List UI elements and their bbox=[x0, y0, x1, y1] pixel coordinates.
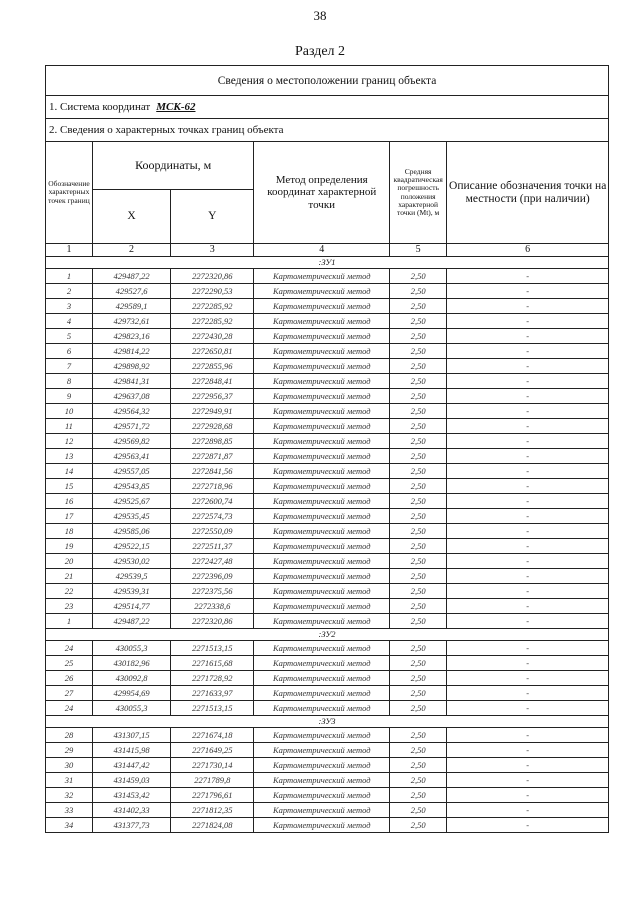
error-cell: 2,50 bbox=[390, 344, 447, 359]
method-cell: Картометрический метод bbox=[254, 419, 390, 434]
x-coordinate-cell: 429539,5 bbox=[92, 569, 170, 584]
x-coordinate-cell: 429530,02 bbox=[92, 554, 170, 569]
point-number-cell: 7 bbox=[46, 359, 93, 374]
y-coordinate-cell: 2271728,92 bbox=[171, 671, 254, 686]
table-row bbox=[46, 599, 609, 614]
table-row bbox=[46, 359, 609, 374]
table-row bbox=[46, 494, 609, 509]
y-coordinate-cell: 2272285,92 bbox=[171, 314, 254, 329]
point-number-cell: 23 bbox=[46, 599, 93, 614]
error-cell: 2,50 bbox=[390, 329, 447, 344]
y-coordinate-cell: 2272928,68 bbox=[171, 419, 254, 434]
x-coordinate-cell: 429543,85 bbox=[92, 479, 170, 494]
x-coordinate-cell: 429823,16 bbox=[92, 329, 170, 344]
description-cell: - bbox=[447, 524, 609, 539]
y-coordinate-cell: 2271513,15 bbox=[171, 641, 254, 656]
description-cell: - bbox=[447, 701, 609, 716]
error-cell: 2,50 bbox=[390, 449, 447, 464]
error-cell: 2,50 bbox=[390, 701, 447, 716]
table-row bbox=[46, 419, 609, 434]
x-coordinate-cell: 429589,1 bbox=[92, 299, 170, 314]
x-coordinate-cell: 430055,3 bbox=[92, 641, 170, 656]
x-coordinate-cell: 431402,33 bbox=[92, 803, 170, 818]
x-coordinate-cell: 429525,67 bbox=[92, 494, 170, 509]
point-number-cell: 30 bbox=[46, 758, 93, 773]
y-coordinate-cell: 2271674,18 bbox=[171, 728, 254, 743]
y-coordinate-cell: 2272600,74 bbox=[171, 494, 254, 509]
description-cell: - bbox=[447, 569, 609, 584]
table-row bbox=[46, 299, 609, 314]
header-y: Y bbox=[171, 190, 254, 244]
method-cell: Картометрический метод bbox=[254, 449, 390, 464]
header-error: Средняя квадратическая погрешность положения характерной точки (Mt), м bbox=[390, 142, 447, 244]
y-coordinate-cell: 2272550,09 bbox=[171, 524, 254, 539]
method-cell: Картометрический метод bbox=[254, 434, 390, 449]
method-cell: Картометрический метод bbox=[254, 299, 390, 314]
table-row bbox=[46, 389, 609, 404]
y-coordinate-cell: 2272574,73 bbox=[171, 509, 254, 524]
description-cell: - bbox=[447, 758, 609, 773]
x-coordinate-cell: 429563,41 bbox=[92, 449, 170, 464]
table-row bbox=[46, 464, 609, 479]
error-cell: 2,50 bbox=[390, 803, 447, 818]
y-coordinate-cell: 2271812,35 bbox=[171, 803, 254, 818]
description-cell: - bbox=[447, 686, 609, 701]
method-cell: Картометрический метод bbox=[254, 284, 390, 299]
error-cell: 2,50 bbox=[390, 479, 447, 494]
description-cell: - bbox=[447, 554, 609, 569]
point-number-cell: 9 bbox=[46, 389, 93, 404]
x-coordinate-cell: 429557,05 bbox=[92, 464, 170, 479]
error-cell: 2,50 bbox=[390, 389, 447, 404]
point-number-cell: 18 bbox=[46, 524, 93, 539]
description-cell: - bbox=[447, 389, 609, 404]
y-coordinate-cell: 2272956,37 bbox=[171, 389, 254, 404]
error-cell: 2,50 bbox=[390, 359, 447, 374]
method-cell: Картометрический метод bbox=[254, 671, 390, 686]
y-coordinate-cell: 2272338,6 bbox=[171, 599, 254, 614]
point-number-cell: 26 bbox=[46, 671, 93, 686]
y-coordinate-cell: 2272396,09 bbox=[171, 569, 254, 584]
table-row bbox=[46, 434, 609, 449]
error-cell: 2,50 bbox=[390, 284, 447, 299]
coord-system-label: 1. Система координат bbox=[49, 101, 151, 113]
error-cell: 2,50 bbox=[390, 614, 447, 629]
method-cell: Картометрический метод bbox=[254, 818, 390, 833]
table-row bbox=[46, 803, 609, 818]
error-cell: 2,50 bbox=[390, 728, 447, 743]
column-index: 2 bbox=[92, 244, 170, 257]
y-coordinate-cell: 2272949,91 bbox=[171, 404, 254, 419]
description-cell: - bbox=[447, 671, 609, 686]
point-number-cell: 19 bbox=[46, 539, 93, 554]
point-number-cell: 5 bbox=[46, 329, 93, 344]
header-coordinates: Координаты, м bbox=[92, 142, 254, 190]
x-coordinate-cell: 429527,6 bbox=[92, 284, 170, 299]
table-row bbox=[46, 641, 609, 656]
method-cell: Картометрический метод bbox=[254, 404, 390, 419]
y-coordinate-cell: 2271824,08 bbox=[171, 818, 254, 833]
x-coordinate-cell: 431459,03 bbox=[92, 773, 170, 788]
method-cell: Картометрический метод bbox=[254, 773, 390, 788]
x-coordinate-cell: 429539,31 bbox=[92, 584, 170, 599]
column-index: 4 bbox=[254, 244, 390, 257]
y-coordinate-cell: 2272320,86 bbox=[171, 269, 254, 284]
y-coordinate-cell: 2271615,68 bbox=[171, 656, 254, 671]
method-cell: Картометрический метод bbox=[254, 554, 390, 569]
x-coordinate-cell: 429841,31 bbox=[92, 374, 170, 389]
y-coordinate-cell: 2272290,53 bbox=[171, 284, 254, 299]
error-cell: 2,50 bbox=[390, 686, 447, 701]
point-number-cell: 29 bbox=[46, 743, 93, 758]
point-number-cell: 20 bbox=[46, 554, 93, 569]
description-cell: - bbox=[447, 743, 609, 758]
error-cell: 2,50 bbox=[390, 464, 447, 479]
description-cell: - bbox=[447, 449, 609, 464]
table-row bbox=[46, 818, 609, 833]
y-coordinate-cell: 2272718,96 bbox=[171, 479, 254, 494]
table-row bbox=[46, 539, 609, 554]
method-cell: Картометрический метод bbox=[254, 344, 390, 359]
method-cell: Картометрический метод bbox=[254, 329, 390, 344]
point-number-cell: 1 bbox=[46, 614, 93, 629]
table-row bbox=[46, 509, 609, 524]
y-coordinate-cell: 2272848,41 bbox=[171, 374, 254, 389]
header-point-designation: Обозначение характерных точек границ bbox=[46, 142, 93, 244]
coord-system-value: МСК-62 bbox=[156, 101, 196, 113]
y-coordinate-cell: 2272511,37 bbox=[171, 539, 254, 554]
method-cell: Картометрический метод bbox=[254, 641, 390, 656]
table-row bbox=[46, 743, 609, 758]
x-coordinate-cell: 429585,06 bbox=[92, 524, 170, 539]
method-cell: Картометрический метод bbox=[254, 599, 390, 614]
x-coordinate-cell: 429487,22 bbox=[92, 614, 170, 629]
x-coordinate-cell: 431377,73 bbox=[92, 818, 170, 833]
y-coordinate-cell: 2271796,61 bbox=[171, 788, 254, 803]
column-index: 6 bbox=[447, 244, 609, 257]
column-index: 1 bbox=[46, 244, 93, 257]
y-coordinate-cell: 2272871,87 bbox=[171, 449, 254, 464]
description-cell: - bbox=[447, 818, 609, 833]
group-header-row bbox=[46, 629, 609, 641]
point-number-cell: 34 bbox=[46, 818, 93, 833]
y-coordinate-cell: 2272285,92 bbox=[171, 299, 254, 314]
table-row bbox=[46, 773, 609, 788]
page-number: 38 bbox=[313, 8, 327, 23]
error-cell: 2,50 bbox=[390, 773, 447, 788]
point-number-cell: 15 bbox=[46, 479, 93, 494]
table-row bbox=[46, 269, 609, 284]
description-cell: - bbox=[447, 434, 609, 449]
description-cell: - bbox=[447, 359, 609, 374]
error-cell: 2,50 bbox=[390, 554, 447, 569]
header-method: Метод определения координат характерной точки bbox=[254, 142, 390, 244]
method-cell: Картометрический метод bbox=[254, 314, 390, 329]
description-cell: - bbox=[447, 656, 609, 671]
description-cell: - bbox=[447, 803, 609, 818]
point-number-cell: 6 bbox=[46, 344, 93, 359]
table-row bbox=[46, 449, 609, 464]
description-cell: - bbox=[447, 509, 609, 524]
x-coordinate-cell: 430055,3 bbox=[92, 701, 170, 716]
description-cell: - bbox=[447, 599, 609, 614]
point-number-cell: 24 bbox=[46, 641, 93, 656]
description-cell: - bbox=[447, 728, 609, 743]
error-cell: 2,50 bbox=[390, 434, 447, 449]
x-coordinate-cell: 429571,72 bbox=[92, 419, 170, 434]
x-coordinate-cell: 429522,15 bbox=[92, 539, 170, 554]
x-coordinate-cell: 430092,8 bbox=[92, 671, 170, 686]
description-cell: - bbox=[447, 269, 609, 284]
table-row bbox=[46, 314, 609, 329]
point-number-cell: 14 bbox=[46, 464, 93, 479]
table-row bbox=[46, 758, 609, 773]
x-coordinate-cell: 430182,96 bbox=[92, 656, 170, 671]
method-cell: Картометрический метод bbox=[254, 758, 390, 773]
method-cell: Картометрический метод bbox=[254, 389, 390, 404]
error-cell: 2,50 bbox=[390, 509, 447, 524]
error-cell: 2,50 bbox=[390, 671, 447, 686]
y-coordinate-cell: 2272855,96 bbox=[171, 359, 254, 374]
y-coordinate-cell: 2271789,8 bbox=[171, 773, 254, 788]
table-row bbox=[46, 614, 609, 629]
description-cell: - bbox=[447, 464, 609, 479]
table-row bbox=[46, 701, 609, 716]
header-x: X bbox=[92, 190, 170, 244]
description-cell: - bbox=[447, 404, 609, 419]
error-cell: 2,50 bbox=[390, 599, 447, 614]
x-coordinate-cell: 429637,08 bbox=[92, 389, 170, 404]
method-cell: Картометрический метод bbox=[254, 479, 390, 494]
method-cell: Картометрический метод bbox=[254, 494, 390, 509]
point-number-cell: 25 bbox=[46, 656, 93, 671]
table-row bbox=[46, 728, 609, 743]
point-number-cell: 32 bbox=[46, 788, 93, 803]
table-row bbox=[46, 788, 609, 803]
x-coordinate-cell: 429487,22 bbox=[92, 269, 170, 284]
point-number-cell: 11 bbox=[46, 419, 93, 434]
boundary-table bbox=[45, 65, 609, 833]
y-coordinate-cell: 2272430,28 bbox=[171, 329, 254, 344]
table-row bbox=[46, 479, 609, 494]
y-coordinate-cell: 2272650,81 bbox=[171, 344, 254, 359]
description-cell: - bbox=[447, 284, 609, 299]
table-row bbox=[46, 569, 609, 584]
error-cell: 2,50 bbox=[390, 788, 447, 803]
error-cell: 2,50 bbox=[390, 818, 447, 833]
point-number-cell: 17 bbox=[46, 509, 93, 524]
method-cell: Картометрический метод bbox=[254, 524, 390, 539]
method-cell: Картометрический метод bbox=[254, 464, 390, 479]
method-cell: Картометрический метод bbox=[254, 269, 390, 284]
column-index: 5 bbox=[390, 244, 447, 257]
description-cell: - bbox=[447, 419, 609, 434]
method-cell: Картометрический метод bbox=[254, 803, 390, 818]
point-number-cell: 33 bbox=[46, 803, 93, 818]
method-cell: Картометрический метод bbox=[254, 614, 390, 629]
x-coordinate-cell: 431447,42 bbox=[92, 758, 170, 773]
point-number-cell: 10 bbox=[46, 404, 93, 419]
point-number-cell: 13 bbox=[46, 449, 93, 464]
table-row bbox=[46, 374, 609, 389]
method-cell: Картометрический метод bbox=[254, 509, 390, 524]
group-header-row bbox=[46, 257, 609, 269]
table-row bbox=[46, 671, 609, 686]
description-cell: - bbox=[447, 329, 609, 344]
description-cell: - bbox=[447, 788, 609, 803]
points-section-label: 2. Сведения о характерных точках границ объекта bbox=[46, 119, 609, 142]
section-title: Раздел 2 bbox=[294, 44, 346, 59]
point-number-cell: 22 bbox=[46, 584, 93, 599]
point-number-cell: 24 bbox=[46, 701, 93, 716]
table-row bbox=[46, 524, 609, 539]
group-header-row bbox=[46, 716, 609, 728]
y-coordinate-cell: 2272427,48 bbox=[171, 554, 254, 569]
point-number-cell: 31 bbox=[46, 773, 93, 788]
description-cell: - bbox=[447, 374, 609, 389]
method-cell: Картометрический метод bbox=[254, 728, 390, 743]
description-cell: - bbox=[447, 584, 609, 599]
point-number-cell: 28 bbox=[46, 728, 93, 743]
x-coordinate-cell: 429898,92 bbox=[92, 359, 170, 374]
point-number-cell: 12 bbox=[46, 434, 93, 449]
error-cell: 2,50 bbox=[390, 758, 447, 773]
table-row bbox=[46, 584, 609, 599]
error-cell: 2,50 bbox=[390, 656, 447, 671]
error-cell: 2,50 bbox=[390, 524, 447, 539]
error-cell: 2,50 bbox=[390, 584, 447, 599]
y-coordinate-cell: 2271730,14 bbox=[171, 758, 254, 773]
error-cell: 2,50 bbox=[390, 743, 447, 758]
error-cell: 2,50 bbox=[390, 494, 447, 509]
description-cell: - bbox=[447, 344, 609, 359]
y-coordinate-cell: 2272898,85 bbox=[171, 434, 254, 449]
error-cell: 2,50 bbox=[390, 569, 447, 584]
y-coordinate-cell: 2271649,25 bbox=[171, 743, 254, 758]
x-coordinate-cell: 431453,42 bbox=[92, 788, 170, 803]
method-cell: Картометрический метод bbox=[254, 743, 390, 758]
point-number-cell: 4 bbox=[46, 314, 93, 329]
error-cell: 2,50 bbox=[390, 299, 447, 314]
table-row bbox=[46, 329, 609, 344]
group-name: :ЗУ1 bbox=[46, 257, 609, 269]
error-cell: 2,50 bbox=[390, 419, 447, 434]
coord-system-row bbox=[46, 96, 609, 119]
table-title: Сведения о местоположении границ объекта bbox=[46, 66, 609, 96]
table-row bbox=[46, 404, 609, 419]
error-cell: 2,50 bbox=[390, 641, 447, 656]
table-row bbox=[46, 554, 609, 569]
header-description: Описание обозначения точки на местности (при наличии) bbox=[447, 142, 609, 244]
x-coordinate-cell: 429954,69 bbox=[92, 686, 170, 701]
error-cell: 2,50 bbox=[390, 269, 447, 284]
y-coordinate-cell: 2272375,56 bbox=[171, 584, 254, 599]
point-number-cell: 27 bbox=[46, 686, 93, 701]
y-coordinate-cell: 2272320,86 bbox=[171, 614, 254, 629]
y-coordinate-cell: 2271513,15 bbox=[171, 701, 254, 716]
x-coordinate-cell: 431307,15 bbox=[92, 728, 170, 743]
x-coordinate-cell: 431415,98 bbox=[92, 743, 170, 758]
x-coordinate-cell: 429814,22 bbox=[92, 344, 170, 359]
column-index: 3 bbox=[171, 244, 254, 257]
table-row bbox=[46, 686, 609, 701]
y-coordinate-cell: 2272841,56 bbox=[171, 464, 254, 479]
description-cell: - bbox=[447, 299, 609, 314]
point-number-cell: 21 bbox=[46, 569, 93, 584]
method-cell: Картометрический метод bbox=[254, 569, 390, 584]
group-name: :ЗУ2 bbox=[46, 629, 609, 641]
method-cell: Картометрический метод bbox=[254, 686, 390, 701]
x-coordinate-cell: 429732,61 bbox=[92, 314, 170, 329]
method-cell: Картометрический метод bbox=[254, 788, 390, 803]
description-cell: - bbox=[447, 614, 609, 629]
description-cell: - bbox=[447, 494, 609, 509]
table-row bbox=[46, 344, 609, 359]
table-row bbox=[46, 284, 609, 299]
group-name: :ЗУ3 bbox=[46, 716, 609, 728]
description-cell: - bbox=[447, 773, 609, 788]
point-number-cell: 3 bbox=[46, 299, 93, 314]
description-cell: - bbox=[447, 641, 609, 656]
table-row bbox=[46, 656, 609, 671]
x-coordinate-cell: 429569,82 bbox=[92, 434, 170, 449]
error-cell: 2,50 bbox=[390, 314, 447, 329]
point-number-cell: 1 bbox=[46, 269, 93, 284]
x-coordinate-cell: 429535,45 bbox=[92, 509, 170, 524]
point-number-cell: 16 bbox=[46, 494, 93, 509]
x-coordinate-cell: 429564,32 bbox=[92, 404, 170, 419]
method-cell: Картометрический метод bbox=[254, 656, 390, 671]
method-cell: Картометрический метод bbox=[254, 701, 390, 716]
point-number-cell: 8 bbox=[46, 374, 93, 389]
error-cell: 2,50 bbox=[390, 404, 447, 419]
method-cell: Картометрический метод bbox=[254, 359, 390, 374]
y-coordinate-cell: 2271633,97 bbox=[171, 686, 254, 701]
x-coordinate-cell: 429514,77 bbox=[92, 599, 170, 614]
error-cell: 2,50 bbox=[390, 539, 447, 554]
method-cell: Картометрический метод bbox=[254, 374, 390, 389]
description-cell: - bbox=[447, 314, 609, 329]
method-cell: Картометрический метод bbox=[254, 584, 390, 599]
description-cell: - bbox=[447, 539, 609, 554]
method-cell: Картометрический метод bbox=[254, 539, 390, 554]
point-number-cell: 2 bbox=[46, 284, 93, 299]
error-cell: 2,50 bbox=[390, 374, 447, 389]
description-cell: - bbox=[447, 479, 609, 494]
